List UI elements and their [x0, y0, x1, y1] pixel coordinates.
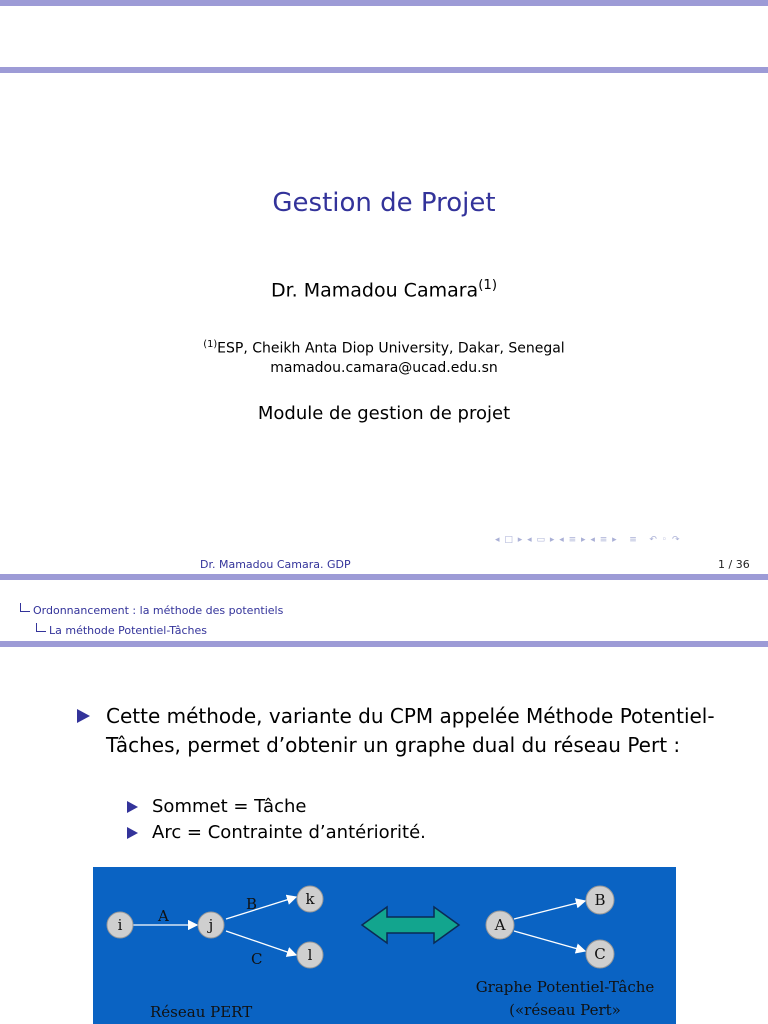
pert-node-k-label: k — [305, 890, 315, 908]
pt-node-B — [586, 886, 614, 914]
pt-arc-AC — [514, 931, 585, 951]
double-arrow-icon — [362, 907, 459, 943]
pt-arc-AB — [514, 901, 585, 919]
pert-node-j — [198, 912, 224, 938]
pt-node-C — [586, 940, 614, 968]
corner-icon — [20, 603, 30, 612]
caption-pt-line1: Graphe Potentiel-Tâche — [475, 978, 655, 996]
email: mamadou.camara@ucad.edu.sn — [270, 359, 498, 376]
slide2-header-bar — [0, 641, 768, 647]
pert-node-k — [297, 886, 323, 912]
author-sup: (1) — [478, 278, 498, 293]
sub-bullet-text: Arc = Contrainte d’antériorité. — [152, 822, 426, 843]
pert-node-l — [297, 942, 323, 968]
header-bar — [0, 67, 768, 73]
corner-icon — [36, 623, 46, 632]
breadcrumb-section — [20, 604, 283, 617]
bullet-arrow-icon — [127, 827, 138, 839]
top-bar — [0, 0, 768, 6]
affiliation-block — [0, 335, 768, 378]
pt-node-A — [486, 911, 514, 939]
arc-label-C: C — [251, 950, 263, 968]
bullet-arrow-icon — [127, 801, 138, 813]
author — [0, 278, 768, 301]
breadcrumb-subsection-text: La méthode Potentiel-Tâches — [49, 624, 207, 637]
figure-svg — [93, 867, 676, 1024]
pert-node-i-label: i — [117, 916, 123, 934]
beamer-navigation[interactable]: ◂ □ ▸ ◂ ▭ ▸ ◂ ≡ ▸ ◂ ≡ ▸ ≡ ↶ ◦ ↷ — [495, 535, 681, 545]
page-number: 1 / 36 — [718, 558, 750, 571]
author-name: Dr. Mamadou Camara — [270, 279, 479, 302]
pert-node-j-label: j — [208, 916, 214, 934]
affiliation — [0, 335, 768, 359]
affiliation-text: ESP, Cheikh Anta Diop University, Dakar, Senegal — [217, 340, 565, 357]
breadcrumb-section-text: Ordonnancement : la méthode des potentiels — [33, 604, 284, 617]
affiliation-sup: (1) — [203, 339, 218, 350]
arc-B — [226, 897, 296, 919]
pert-node-l-label: l — [307, 946, 313, 964]
arc-label-A: A — [158, 907, 169, 925]
caption-pt-line2: («réseau Pert» — [509, 1001, 621, 1019]
footer-author: Dr. Mamadou Camara. GDP — [200, 558, 351, 571]
slide2-top-bar — [0, 574, 768, 580]
main-bullet-text: Cette méthode, variante du CPM appelée Méthode Potentiel-Tâches, permet d’obtenir un graphe dual du réseau Pert : — [106, 704, 715, 757]
bullet-arrow-icon — [77, 709, 90, 723]
pert-vs-potentiel-figure — [93, 867, 676, 1024]
caption-pert: Réseau PERT — [150, 1003, 253, 1021]
slide-title: Gestion de Projet — [272, 188, 496, 218]
arc-label-B: B — [246, 895, 258, 913]
pt-node-C-label: C — [594, 945, 606, 963]
module-name: Module de gestion de projet — [257, 403, 511, 424]
sub-bullet-text: Sommet = Tâche — [152, 796, 307, 817]
pert-node-i — [107, 912, 133, 938]
breadcrumb-subsection — [36, 624, 207, 637]
pt-node-B-label: B — [594, 891, 606, 909]
pt-node-A-label: A — [494, 916, 506, 934]
